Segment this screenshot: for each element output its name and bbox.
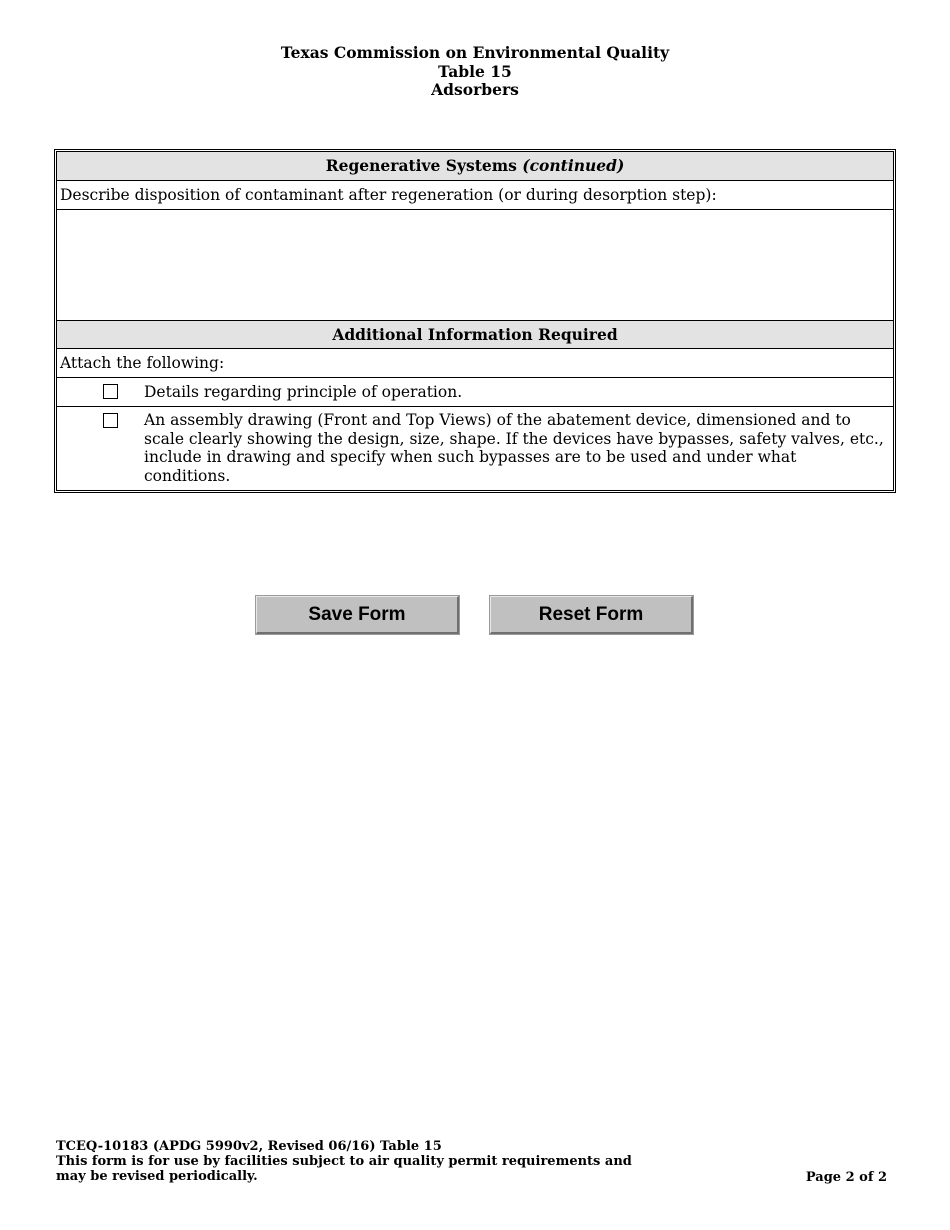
footer-notice-line2: may be revised periodically.: [56, 1168, 258, 1184]
table-subject: Adsorbers: [431, 80, 519, 99]
form-id: TCEQ-10183 (APDG 5990v2, Revised 06/16) Table 15: [56, 1139, 442, 1154]
regenerative-title-suffix: (continued): [522, 156, 625, 175]
assembly-drawing-checkbox[interactable]: [103, 413, 118, 428]
additional-info-heading: Additional Information Required: [57, 320, 893, 349]
disposition-field-cell: [57, 210, 893, 320]
attachment-item-label: Details regarding principle of operation.: [144, 383, 463, 401]
attach-prompt: Attach the following:: [57, 349, 893, 378]
regenerative-title: Regenerative Systems: [325, 156, 517, 175]
principle-of-operation-checkbox[interactable]: [103, 384, 118, 399]
disposition-prompt: Describe disposition of contaminant after regeneration (or during desorption step):: [57, 181, 893, 210]
table-number: Table 15: [438, 61, 512, 81]
page-number: Page 2 of 2: [805, 1170, 887, 1185]
attachment-item: [57, 378, 893, 407]
regenerative-section-heading: [57, 152, 893, 181]
adsorbers-form-table: [54, 149, 896, 493]
footer-notice-line1: This form is for use by facilities subject to air quality permit requirements and: [56, 1153, 632, 1169]
attachment-item-label: An assembly drawing (Front and Top Views) of the abatement device, dimensioned and to scale clearly showing the design, size, shape. If the devices have bypasses, safety valves, etc., include in drawing and specify when such bypasses are to be used and under what conditions.: [144, 411, 884, 485]
save-form-button[interactable]: Save Form: [256, 596, 459, 634]
document-header: [0, 44, 950, 100]
disposition-input[interactable]: [57, 210, 893, 320]
agency-name: Texas Commission on Environmental Quality: [280, 43, 670, 62]
document-footer: [56, 1140, 888, 1184]
reset-form-button[interactable]: Reset Form: [490, 596, 693, 634]
attachment-item: [57, 407, 893, 490]
